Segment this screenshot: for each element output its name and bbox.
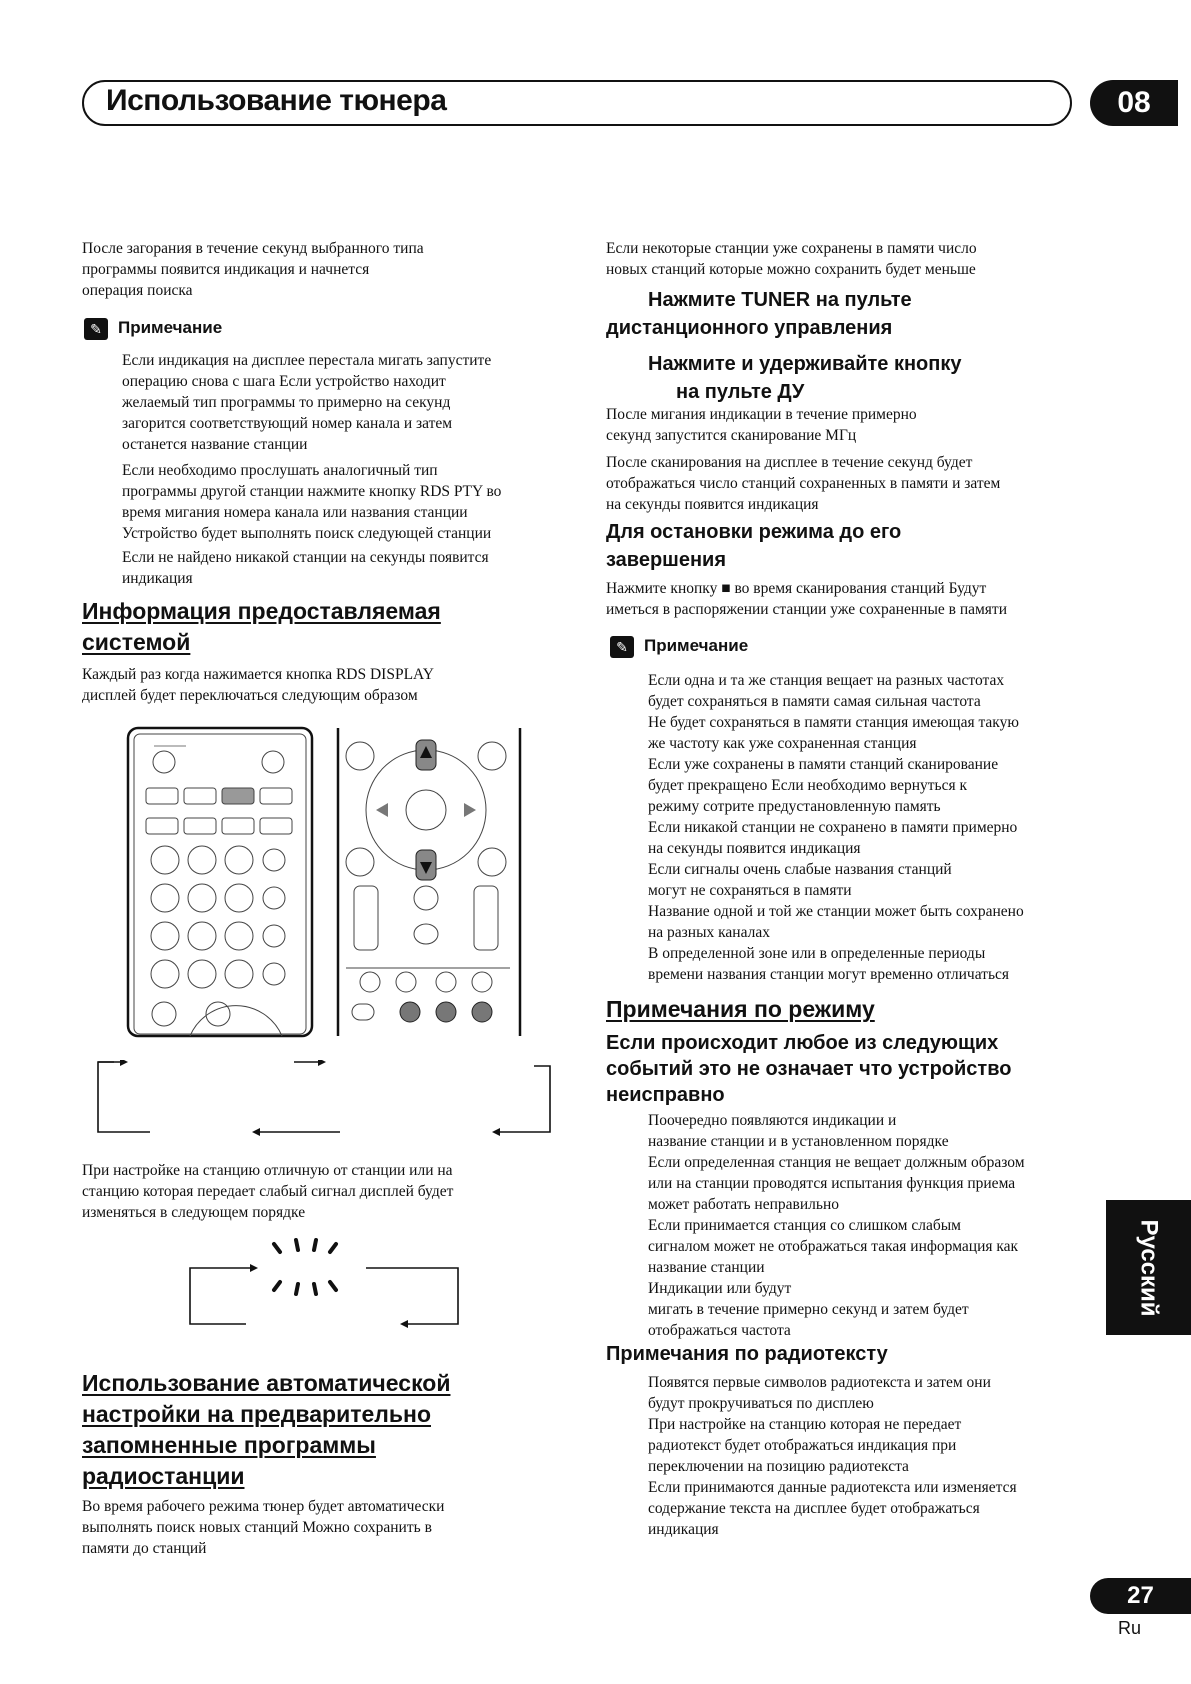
section-body: Каждый раз когда нажимается кнопка RDS DISPLAY дисплей будет переключаться следующим образом (82, 666, 435, 704)
note-item: Если одна и та же станция вещает на разных частотах будет сохраняться в памяти самая сильная частота (648, 672, 1005, 710)
note-label: Примечание (644, 636, 749, 655)
list-item: Индикации или будут мигать в течение примерно секунд и затем будет отображаться частота (648, 1280, 969, 1339)
note-item: В определенной зоне или в определенные периоды времени названия станции могут временно отличаться (648, 945, 1010, 983)
list-item: Если принимаются данные радиотекста или изменяется содержание текста на дисплее будет отображаться индикация (648, 1479, 1017, 1538)
note-item: Если необходимо прослушать аналогичный тип программы другой станции нажмите кнопку RDS PTY во время мигания номера канала или названия станции Устройство будет выполнять поиск следующей станции (122, 462, 502, 542)
list-item: Если принимается станция со слишком слабым сигналом может не отображаться такая информация как название станции (648, 1217, 1019, 1276)
note-list (648, 670, 1024, 985)
language-tab-label: Русский (1135, 1219, 1163, 1316)
chapter-badge: 08 (1090, 80, 1178, 126)
step-heading: Нажмите TUNER на пульте дистанционного управления (606, 289, 912, 339)
note-item: Если сигналы очень слабые названия станций могут не сохраняться в памяти (648, 861, 952, 899)
notes-list (648, 1372, 1017, 1540)
page-title: Использование тюнера (106, 84, 447, 117)
note-pencil-icon: ✎ (84, 318, 108, 340)
note-label: Примечание (118, 318, 223, 337)
list-item: Появятся первые символов радиотекста и затем они будут прокручиваться по дисплею (648, 1374, 991, 1412)
note-item: Если индикация на дисплее перестала мигать запустите операцию снова с шага Если устройство находит желаемый тип программы то примерно на секунд загорится соответствующий номер канала и затем останется название станции (122, 352, 492, 453)
left-intro: После загорания в течение секунд выбранного типа программы появится индикация и начнется операция поиска (82, 240, 424, 299)
section-heading: Примечания по режиму (606, 996, 875, 1022)
blink-cycle-diagram (186, 1238, 466, 1344)
subsection-heading: Если происходит любое из следующих событий это не означает что устройство неисправно (606, 1032, 1012, 1106)
step-body: После сканирования на дисплее в течение секунд будет отображаться число станций сохраненных в памяти и затем на секунды появится индикация (606, 454, 1001, 513)
page-language: Ru (1118, 1618, 1142, 1638)
subsection-body: Нажмите кнопку ■ во время сканирования станций Будут иметься в распоряжении станции уже сохраненные в памяти (606, 580, 1007, 618)
page-number: 27 (1090, 1578, 1191, 1614)
list-item: Поочередно появляются индикации и название станции и в установленном порядке (648, 1112, 949, 1150)
note-item: Название одной и той же станции может быть сохранено на разных каналах (648, 903, 1024, 941)
section-heading: Использование автоматической настройки на предварительно запомненные программы радиостанции (82, 1370, 451, 1489)
step-heading: Нажмите и удерживайте кнопку на пульте ДУ (648, 353, 962, 403)
notes-list (648, 1110, 1025, 1341)
note-item: Если никакой станции не сохранено в памяти примерно на секунды появится индикация (648, 819, 1018, 857)
note-item: Не будет сохраняться в памяти станция имеющая такую же частоту как уже сохраненная станция (648, 714, 1019, 752)
list-item: Если определенная станция не вещает должным образом или на станции проводятся испытания функция приема может работать неправильно (648, 1154, 1025, 1213)
note-item: Если уже сохранены в памяти станций сканирование будет прекращено Если необходимо вернуться к режиму сотрите предустановленную память (648, 756, 999, 815)
display-cycle-diagram (94, 1060, 564, 1142)
section-heading: Информация предоставляемая системой (82, 598, 441, 655)
list-item: При настройке на станцию которая не передает радиотекст будет отображаться индикация при переключении на позицию радиотекста (648, 1416, 962, 1475)
subsection-heading: Для остановки режима до его завершения (606, 521, 902, 571)
note-pencil-icon: ✎ (610, 636, 634, 658)
subsection-heading: Примечания по радиотексту (606, 1343, 888, 1365)
step-body: После мигания индикации в течение примерно секунд запустится сканирование МГц (606, 406, 917, 444)
right-intro: Если некоторые станции уже сохранены в памяти число новых станций которые можно сохранить будет меньше (606, 240, 977, 278)
remote-control-illustration (126, 726, 526, 1038)
section-body: Во время рабочего режима тюнер будет автоматически выполнять поиск новых станций Можно сохранить в памяти до станций (82, 1498, 445, 1557)
note-item: Если не найдено никакой станции на секунды появится индикация (122, 549, 489, 587)
paragraph: При настройке на станцию отличную от станции или на станцию которая передает слабый сигнал дисплей будет изменяться в следующем порядке (82, 1162, 454, 1221)
